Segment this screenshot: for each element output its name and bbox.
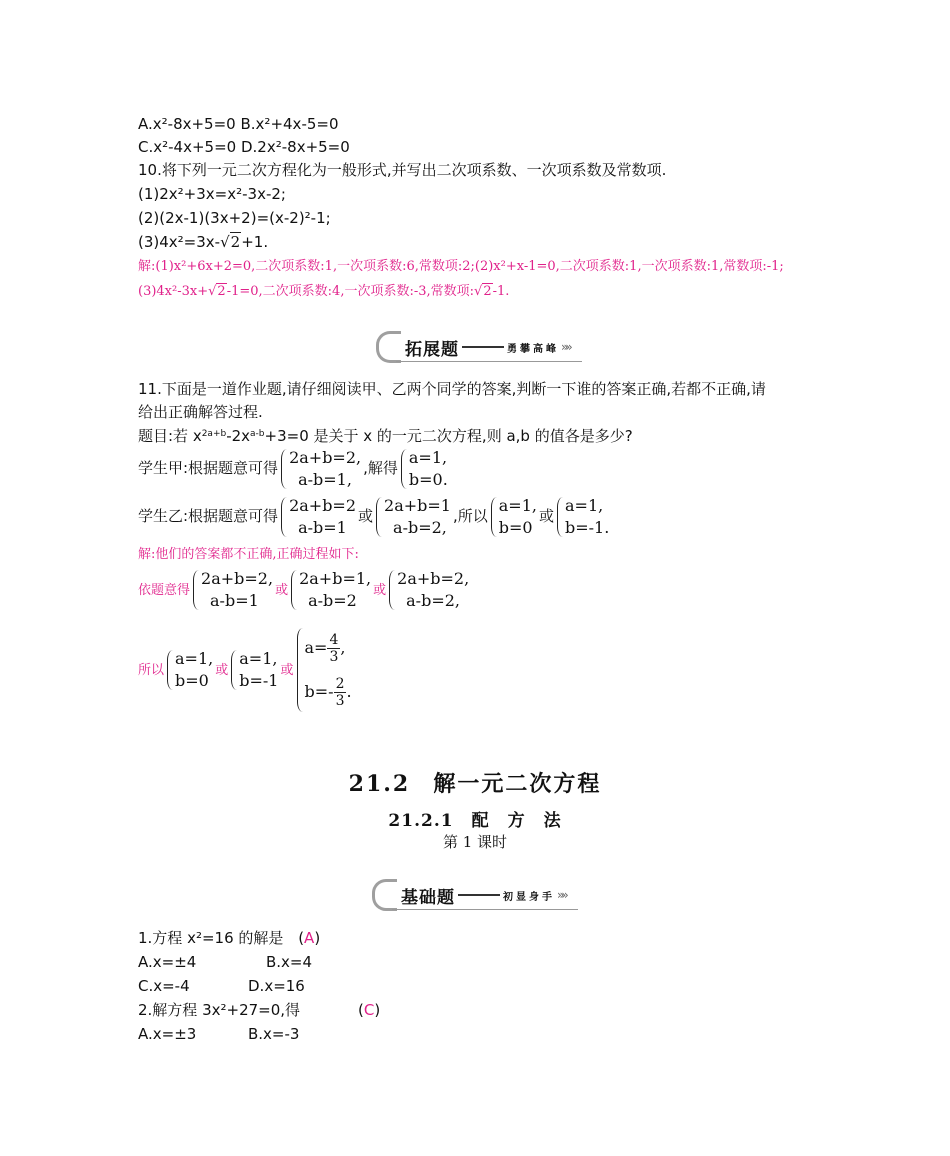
student-yi-line (138, 494, 611, 539)
q9-option-b: B.x²+4x-5=0 (240, 115, 339, 133)
equation-system (375, 495, 451, 539)
q10-answer-line2 (138, 282, 509, 302)
system-row: a-b=2, (393, 517, 447, 537)
section-heading (0, 767, 950, 798)
system-row: a-b=2, (406, 590, 460, 610)
sqrt-symbol: √2 (208, 284, 226, 299)
system-row: a=1, (239, 648, 278, 668)
or-text: 或 (358, 507, 374, 525)
q10-answer-post: -1. (492, 284, 510, 299)
q11-topic (138, 426, 633, 446)
solution-system (230, 648, 278, 692)
q1-answer-choice: A (304, 929, 315, 947)
fraction-numerator: 2 (335, 675, 345, 692)
system-row: b=0 (498, 517, 533, 537)
fraction-row-b (305, 670, 352, 714)
q1-options-row1 (138, 952, 312, 972)
system-row: 2a+b=1 (384, 495, 451, 515)
student-jia-label: 学生甲:根据题意可得 (138, 459, 279, 477)
q10-answer-radicand: 2 (217, 284, 226, 299)
lesson-label: 第 1 课时 (442, 833, 508, 851)
equation-system (290, 568, 371, 612)
banner-underline (392, 909, 578, 910)
system-row: a-b=1 (298, 517, 347, 537)
q11-topic-pre: 题目:若 x (138, 427, 202, 445)
chevrons-icon: »» (561, 340, 570, 354)
q10-part3-post: +1. (241, 233, 269, 251)
q9-option-c: C.x²-4x+5=0 (138, 138, 237, 156)
system-row: b=0. (408, 469, 448, 489)
system-row: a=1, (498, 495, 537, 515)
q1-options-row2 (138, 976, 305, 996)
or-text: 或 (280, 663, 294, 678)
q11-topic-exponent1: 2a+b (201, 429, 227, 439)
fraction-solution-system (296, 626, 352, 714)
q10-part3 (138, 232, 268, 252)
fraction-denominator: 3 (329, 648, 339, 665)
fraction (327, 632, 340, 665)
system-row: a=1, (175, 648, 214, 668)
q1-stem-line (138, 928, 320, 948)
q2-answer-paren: (C) (358, 1001, 381, 1019)
q2-option-b: B.x=-3 (248, 1025, 300, 1043)
q11-stem-line1: 11.下面是一道作业题,请仔细阅读甲、乙两个同学的答案,判断一下谁的答案正确,若都不正确,请 (138, 380, 766, 398)
solution-system (490, 495, 537, 539)
q11-answer-solutions (138, 622, 354, 718)
system-row: a=1, (565, 495, 604, 515)
system-row: a=1, (408, 447, 448, 467)
q11-answer-systems (138, 566, 471, 614)
system-row: a-b=1 (210, 590, 259, 610)
q11-topic-exponent2: a-b (250, 429, 265, 439)
q11-stem-line2: 给出正确解答过程. (138, 403, 263, 421)
banner-subtitle: 勇攀高峰 (507, 343, 559, 355)
q1-option-a: A.x=±4 (138, 953, 197, 971)
equation-system (192, 568, 273, 612)
fraction-row-post: , (340, 637, 346, 657)
banner-arc-icon (376, 331, 401, 363)
q11-topic-mid: -2x (226, 427, 251, 445)
q10-answer-pre: (3)4x²-3x+ (138, 284, 209, 299)
banner-dash (462, 346, 504, 348)
equation-system (388, 568, 469, 612)
fraction-row-pre: b=- (304, 681, 334, 701)
banner-dash (458, 894, 500, 896)
section-banner-basic (372, 878, 578, 912)
so-text: ,所以 (452, 507, 488, 525)
q10-part1: (1)2x²+3x=x²-3x-2; (138, 185, 286, 203)
section-banner-extension (376, 330, 582, 364)
solution-system (400, 447, 448, 491)
system-row: b=-1 (239, 670, 279, 690)
banner-title: 基础题 (401, 887, 455, 908)
system-row: 2a+b=1, (299, 568, 372, 588)
q9-options-row1 (138, 114, 339, 134)
q1-answer-paren: (A) (298, 929, 321, 947)
student-jia-line (138, 446, 450, 491)
system-row: a-b=1, (298, 469, 352, 489)
q1-option-c: C.x=-4 (138, 977, 190, 995)
sqrt-symbol: √2 (474, 284, 492, 299)
q9-option-a: A.x²-8x+5=0 (138, 115, 236, 133)
q11-answer-head: 解:他们的答案都不正确,正确过程如下: (138, 547, 359, 562)
fraction-row-pre: a= (304, 637, 328, 657)
q2-options-row1 (138, 1024, 299, 1044)
solution-system (556, 495, 609, 539)
section-number: 21.2 (348, 771, 411, 797)
fraction (334, 676, 347, 709)
q1-option-d: D.x=16 (248, 977, 305, 995)
fraction-row-post: . (346, 681, 352, 701)
chevrons-icon: »» (557, 888, 566, 902)
equation-system (280, 447, 361, 491)
q2-answer-choice: C (363, 1001, 375, 1019)
q1-option-b: B.x=4 (266, 953, 313, 971)
or-text: 或 (538, 507, 554, 525)
or-text: 或 (275, 583, 289, 598)
answer-label: 依题意得 (138, 583, 191, 598)
equation-system (280, 495, 356, 539)
system-row: 2a+b=2 (289, 495, 357, 515)
solution-system (166, 648, 213, 692)
system-row: b=-1. (565, 517, 610, 537)
banner-underline (396, 361, 582, 362)
system-row: 2a+b=2, (289, 447, 362, 467)
q10-answer-radicand-2: 2 (483, 284, 492, 299)
or-text: 或 (373, 583, 387, 598)
q10-part3-pre: (3)4x²=3x- (138, 233, 221, 251)
system-row: 2a+b=2, (397, 568, 470, 588)
q10-part2: (2)(2x-1)(3x+2)=(x-2)²-1; (138, 209, 331, 227)
so-label: 所以 (138, 663, 165, 678)
fraction-row-a (305, 626, 352, 670)
q10-stem: 10.将下列一元二次方程化为一般形式,并写出二次项系数、一次项系数及常数项. (138, 161, 667, 179)
solve-text: ,解得 (363, 459, 398, 477)
system-row: a-b=2 (308, 590, 357, 610)
subsection-title: 21.2.1 配 方 法 (388, 811, 562, 831)
section-title: 解一元二次方程 (433, 771, 602, 797)
q10-part3-radicand: 2 (230, 233, 241, 251)
student-yi-label: 学生乙:根据题意可得 (138, 507, 279, 525)
q2-stem-line (138, 1000, 380, 1020)
q10-answer-line1: 解:(1)x²+6x+2=0,二次项系数:1,一次项系数:6,常数项:2;(2)x²+x-1=0,二次项系数:1,一次项系数:1,常数项:-1; (138, 259, 784, 274)
system-row: b=0 (175, 670, 209, 690)
q2-stem: 2.解方程 3x²+27=0,得 (138, 1001, 301, 1019)
q9-options-row2 (138, 137, 350, 157)
q10-answer-mid: -1=0,二次项系数:4,一次项系数:-3,常数项: (226, 284, 475, 299)
banner-arc-icon (372, 879, 397, 911)
q11-topic-post: +3=0 是关于 x 的一元二次方程,则 a,b 的值各是多少? (264, 427, 633, 445)
banner-title: 拓展题 (405, 339, 459, 360)
fraction-denominator: 3 (335, 692, 345, 709)
q1-stem: 1.方程 x²=16 的解是 (138, 929, 284, 947)
q9-option-d: D.2x²-8x+5=0 (240, 138, 350, 156)
or-text: 或 (215, 663, 229, 678)
q2-option-a: A.x=±3 (138, 1025, 197, 1043)
system-row: 2a+b=2, (201, 568, 274, 588)
sqrt-symbol: √2 (220, 233, 241, 251)
fraction-numerator: 4 (329, 631, 339, 648)
banner-subtitle: 初显身手 (503, 891, 555, 903)
